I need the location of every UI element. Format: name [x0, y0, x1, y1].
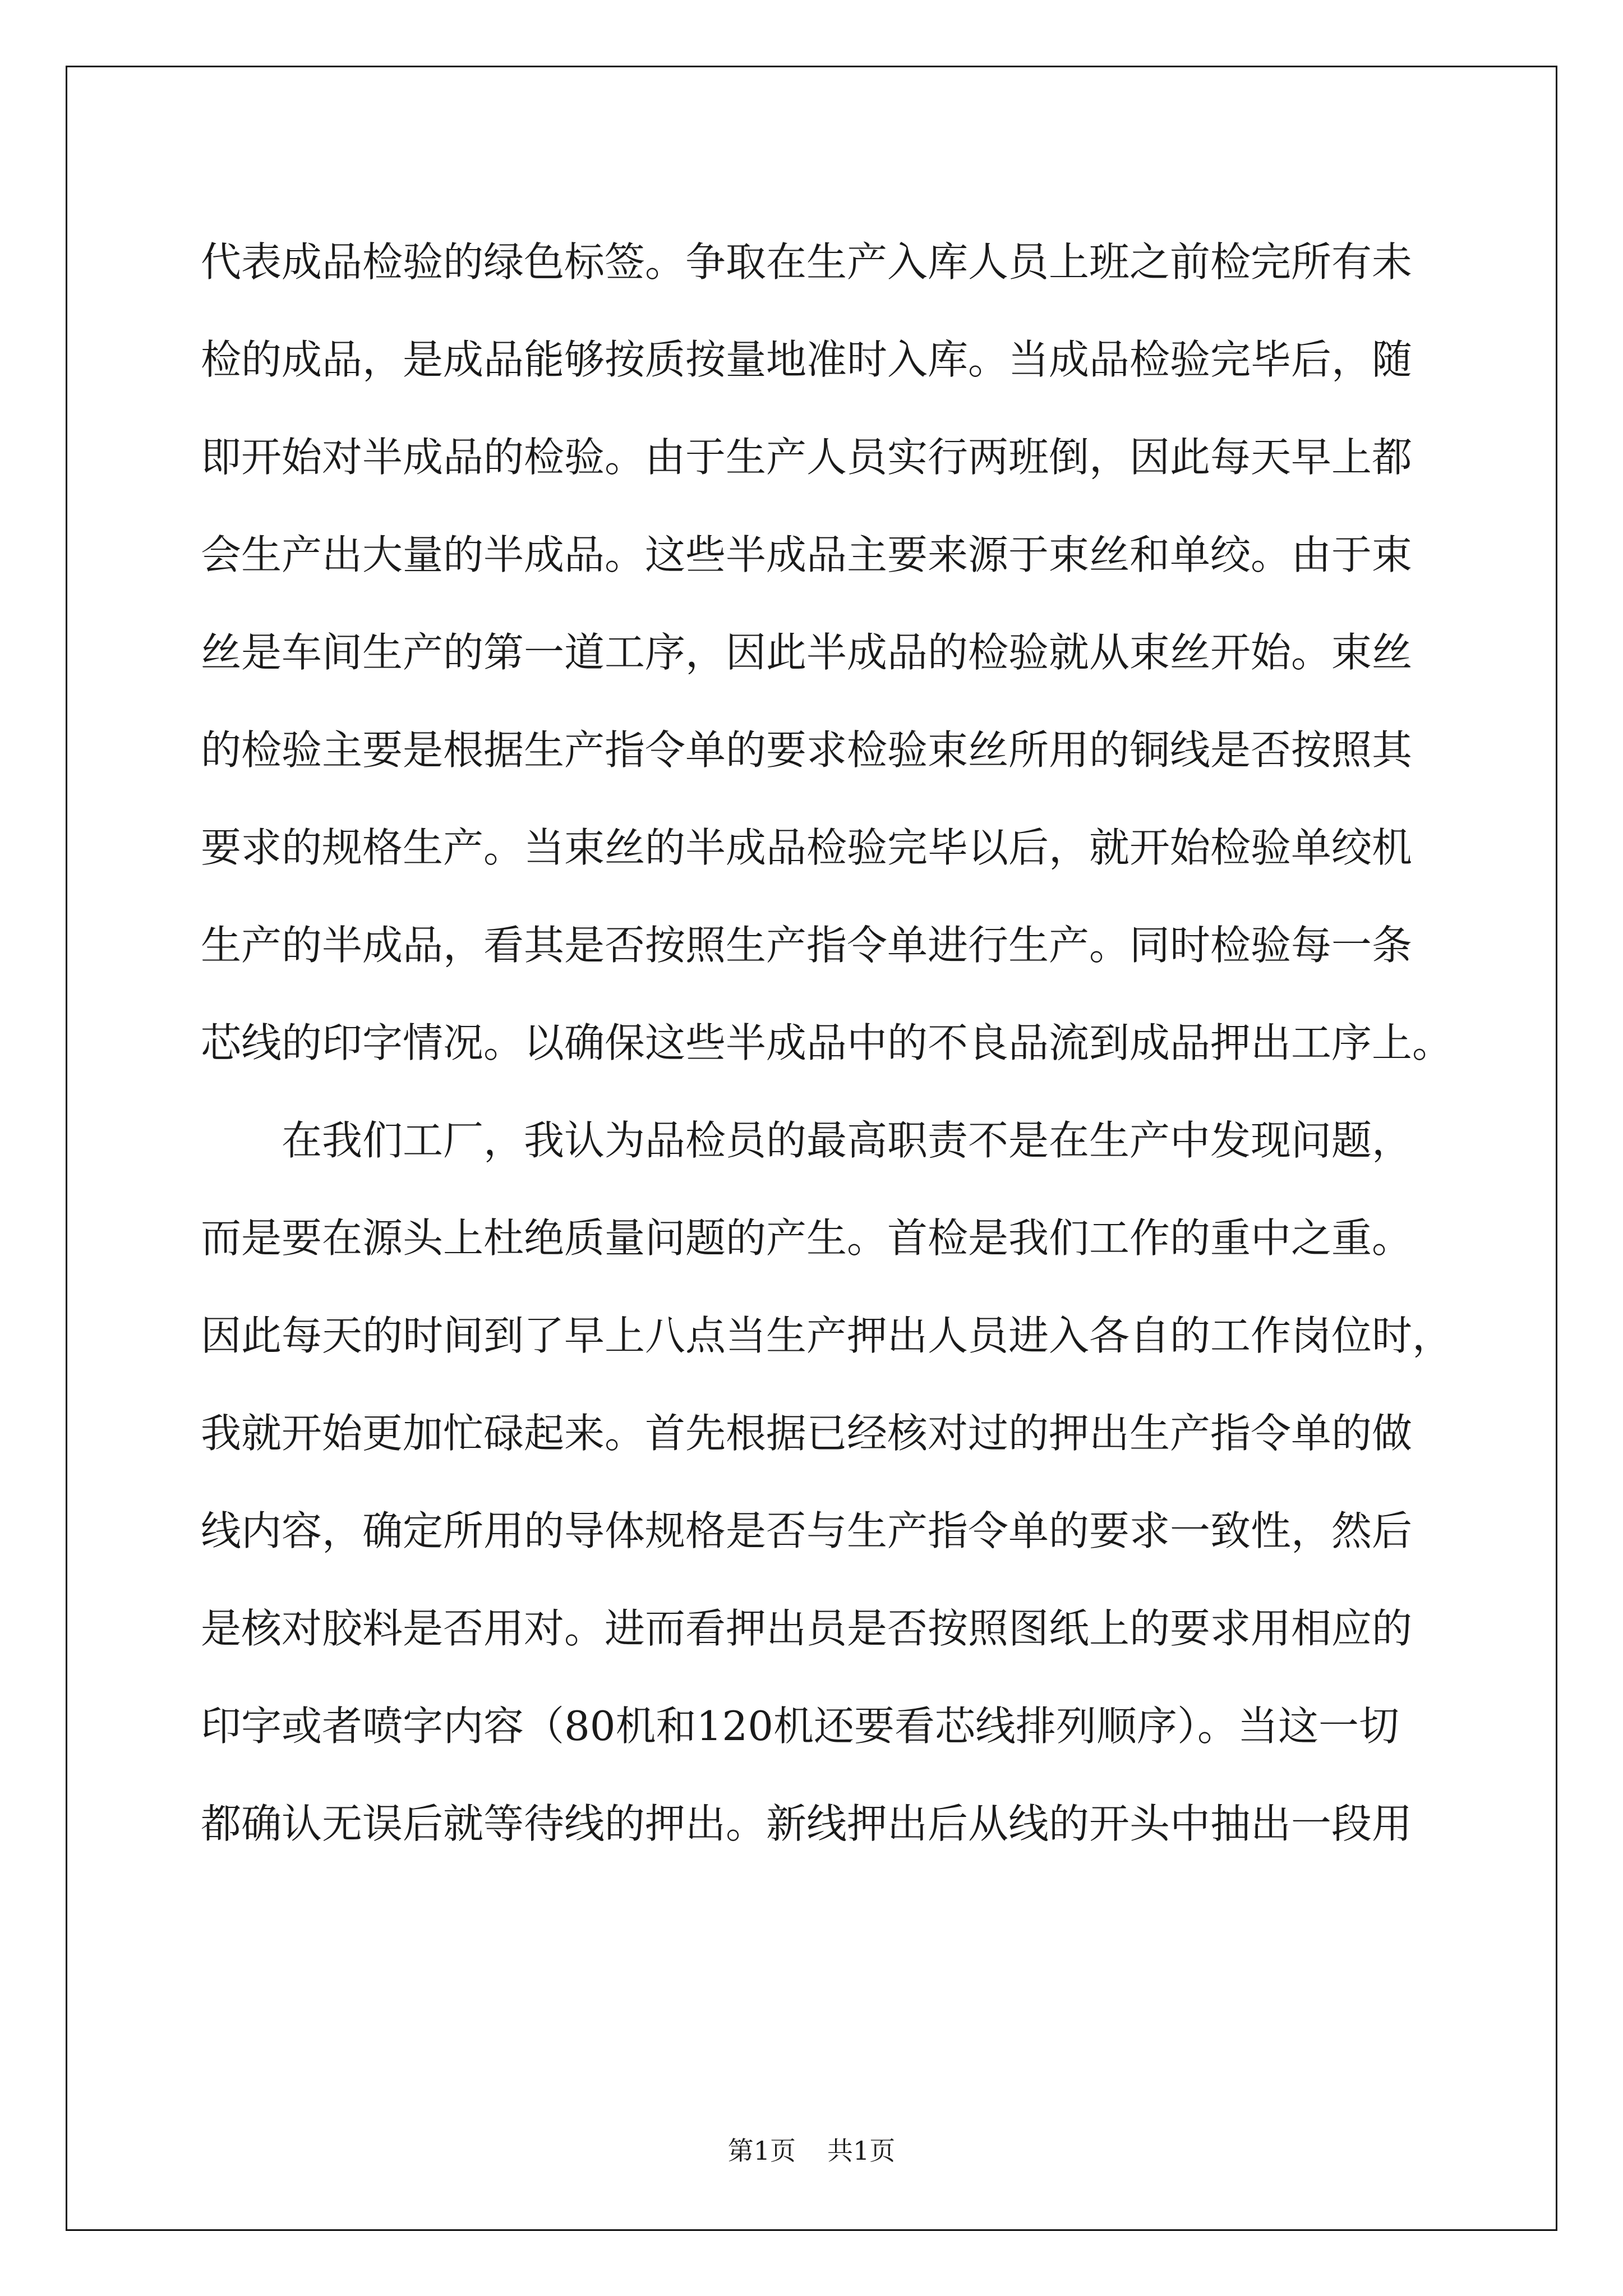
text-line: 是核对胶料是否用对。进而看押出员是否按照图纸上的要求用相应的: [201, 1605, 1413, 1652]
paragraph-first-line: 在我们工厂，我认为品检员的最高职责不是在生产中发现问题，: [282, 1117, 1413, 1164]
text-line: 会生产出大量的半成品。这些半成品主要来源于束丝和单绞。由于束: [201, 531, 1413, 578]
text-line: 丝是车间生产的第一道工序，因此半成品的检验就从束丝开始。束丝: [201, 629, 1413, 676]
text-line: 印字或者喷字内容（80机和120机还要看芯线排列顺序）。当这一切: [201, 1703, 1400, 1750]
text-line: 而是要在源头上杜绝质量问题的产生。首检是我们工作的重中之重。: [201, 1214, 1413, 1262]
total-pages: 共1页: [827, 2136, 896, 2166]
text-line: 线内容，确定所用的导体规格是否与生产指令单的要求一致性，然后: [201, 1507, 1413, 1554]
text-line: 即开始对半成品的检验。由于生产人员实行两班倒，因此每天早上都: [201, 434, 1413, 481]
page-footer: [0, 2134, 1623, 2168]
text-line: 我就开始更加忙碌起来。首先根据已经核对过的押出生产指令单的做: [201, 1410, 1413, 1457]
page-number: 第1页: [727, 2136, 796, 2166]
text-line: 生产的半成品，看其是否按照生产指令单进行生产。同时检验每一条: [201, 922, 1413, 969]
text-line: 都确认无误后就等待线的押出。新线押出后从线的开头中抽出一段用: [201, 1800, 1413, 1847]
document-body: [201, 213, 1468, 1872]
text-line: 的检验主要是根据生产指令单的要求检验束丝所用的铜线是否按照其: [201, 726, 1413, 774]
text-line: 芯线的印字情况。以确保这些半成品中的不良品流到成品押出工序上。: [201, 1019, 1453, 1066]
text-line: 要求的规格生产。当束丝的半成品检验完毕以后，就开始检验单绞机: [201, 824, 1413, 871]
text-line: 因此每天的时间到了早上八点当生产押出人员进入各自的工作岗位时，: [201, 1312, 1453, 1359]
text-line: 检的成品，是成品能够按质按量地准时入库。当成品检验完毕后，随: [201, 336, 1413, 383]
text-line: 代表成品检验的绿色标签。争取在生产入库人员上班之前检完所有未: [201, 238, 1413, 286]
